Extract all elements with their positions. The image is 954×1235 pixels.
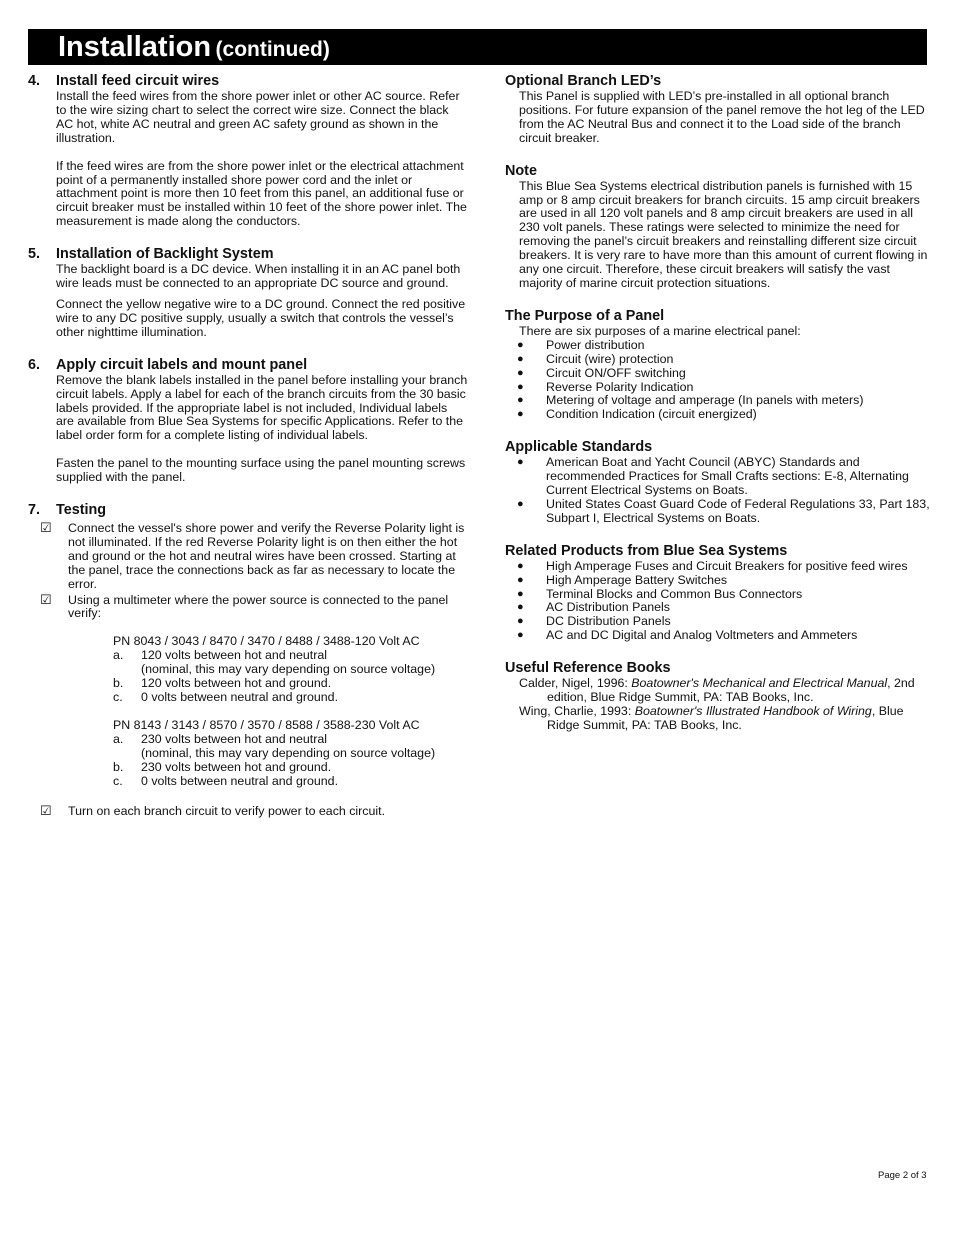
pn-heading: PN 8043 / 3043 / 8470 / 3470 / 8488 / 3488-120 Volt AC [113,634,420,649]
paragraph: If the feed wires are from the shore power inlet or the electrical attachment point of a permanently installed shore power cord and the inlet or attachment point is more then 10 feet from this panel, an additional fuse or circuit breaker must be installed within 10 feet of the shore power inlet. The measurement is made along the conductors. [56,158,467,229]
list-item-text: AC and DC Digital and Analog Voltmeters and Ammeters [546,628,858,643]
step-letter: b. [113,676,124,691]
section-heading [28,502,468,519]
list-item [505,394,930,408]
step-text: 0 volts between neutral and ground. [141,690,339,704]
page-number: Page 2 of 3 [878,1170,927,1181]
section-number: 6. [28,356,41,373]
section-heading [28,73,468,90]
section-title: Note [505,162,537,179]
step-note: (nominal, this may vary depending on source voltage) [141,662,436,677]
checklist-item [28,522,468,592]
bullet-icon: ● [517,352,524,365]
section-related-products [505,543,930,643]
list-item [505,456,930,498]
section-backlight [28,246,468,340]
section-standards [505,439,930,526]
paragraph: This Panel is supplied with LED’s pre-installed in all optional branch positions. For future expansion of the panel remove the hot leg of the LED from the AC Neutral Bus and connect it to the Load side of the branch circuit breaker. [519,89,925,145]
title-sub: (continued) [215,38,330,61]
section-title: Installation of Backlight System [56,246,274,263]
list-item [505,367,930,381]
bullet-icon: ● [517,497,524,510]
list-item-text: American Boat and Yacht Council (ABYC) Standards and recommended Practices for Small Crafts sections: E-8, Alternating Current Electrical Systems on Boats. [546,455,909,498]
section-reference-books [505,660,930,733]
checkbox-icon: ☑ [40,591,52,607]
page-header [28,29,927,65]
step-text: 230 volts between hot and neutral [141,731,327,746]
bullet-icon: ● [517,408,524,421]
test-step [28,649,468,677]
right-column [505,73,930,733]
step-letter: a. [113,648,124,663]
title-main: Installation [58,31,212,63]
step-text: 230 volts between hot and ground. [141,759,332,774]
reference-publisher: , 2nd edition, Blue Ridge Summit, PA: TAB Books, Inc. [547,676,915,705]
checklist-text: Using a multimeter where the power source is connected to the panel verify: [68,592,449,621]
paragraph: Fasten the panel to the mounting surface using the panel mounting screws supplied with the panel. [56,456,466,485]
left-column [28,73,468,819]
list-item [505,574,930,588]
section-optional-led [505,73,930,146]
reference-publisher: , Blue Ridge Summit, PA: TAB Books, Inc. [547,704,904,732]
list-item [505,339,930,353]
bullet-icon: ● [517,456,524,469]
list-item [505,353,930,367]
list-item-text: Metering of voltage and amperage (In panels with meters) [546,393,864,408]
section-labels [28,357,468,485]
bullet-icon: ● [517,615,524,628]
list-item-text: DC Distribution Panels [546,614,671,629]
section-install-feed [28,73,468,229]
list-item [505,629,930,643]
section-title: The Purpose of a Panel [505,307,665,324]
list-item-text: Condition Indication (circuit energized) [546,407,757,422]
page-title [58,29,330,70]
section-heading [28,357,468,374]
pn-heading: PN 8143 / 3143 / 8570 / 3570 / 8588 / 3588-230 Volt AC [113,717,420,732]
reference-entry [505,677,930,705]
list-item-text: AC Distribution Panels [546,600,670,615]
step-letter: c. [113,690,123,704]
list-item-text: United States Coast Guard Code of Federal Regulations 33, Part 183, Subpart I, Electrical Systems on Boats. [546,496,930,525]
checklist-text: Connect the vessel's shore power and verify the Reverse Polarity light is not illuminated. If the red Reverse Polarity light is on then either the hot and ground or the hot and neutral wires have been crossed. Starting at the panel, trace the connections back as far as necessary to locate the error. [68,521,465,591]
test-step [28,761,468,775]
paragraph: Remove the blank labels installed in the panel before installing your branch circuit labels. Apply a label for each of the branch circuits from the 30 basic labels provided. If the appropriate label is not included, Individual labels are available from Blue Sea Systems for specific Applications. Refer to the label order form for a complete listing of individual labels. [56,372,468,443]
list-item [505,498,930,526]
paragraph: Install the feed wires from the shore power inlet or other AC source. Refer to the wire sizing chart to select the correct wire size. Connect the black AC hot, white AC neutral and green AC safety ground as shown in the illustration. [56,89,460,145]
test-step [28,775,468,789]
list-item-text: High Amperage Battery Switches [546,572,728,587]
bullet-icon: ● [517,559,524,572]
bullet-icon: ● [517,587,524,600]
reference-title: Boatowner's Illustrated Handbook of Wiring [634,704,872,718]
section-title: Testing [56,502,107,519]
section-note [505,163,930,291]
section-heading [28,246,468,263]
list-item-text: Reverse Polarity Indication [546,379,694,394]
step-text: 120 volts between hot and neutral [141,648,327,663]
reference-entry [505,705,930,733]
section-testing [28,502,468,819]
checkbox-icon: ☑ [40,520,52,536]
test-step [28,733,468,761]
list-item [505,588,930,602]
bullet-icon: ● [517,629,524,642]
bullet-icon: ● [517,573,524,586]
test-step [28,677,468,691]
list-item-text: Power distribution [546,337,645,352]
checklist-text: Turn on each branch circuit to verify power to each circuit. [68,804,386,819]
section-title: Applicable Standards [505,439,653,456]
checklist-item [28,805,468,819]
section-number: 7. [28,502,41,519]
bullet-icon: ● [517,394,524,407]
list-item-text: Terminal Blocks and Common Bus Connectors [546,586,803,601]
step-text: 0 volts between neutral and ground. [141,773,339,788]
bullet-icon: ● [517,380,524,393]
paragraph: There are six purposes of a marine electrical panel: [519,323,801,338]
bullet-icon: ● [517,338,524,351]
section-title: Useful Reference Books [505,660,671,677]
list-item-text: High Amperage Fuses and Circuit Breakers for positive feed wires [546,558,908,573]
list-item [505,601,930,615]
list-item [505,381,930,395]
step-letter: b. [113,759,124,774]
step-text: 120 volts between hot and ground. [141,676,332,691]
step-letter: c. [113,773,123,788]
bullet-icon: ● [517,366,524,379]
section-title: Apply circuit labels and mount panel [56,356,308,373]
list-item [505,408,930,422]
checklist-item [28,591,468,622]
list-item-text: Circuit (wire) protection [546,351,674,366]
test-step [28,691,468,705]
checkbox-icon: ☑ [40,803,52,819]
reference-author: Wing, Charlie, 1993: [519,704,635,718]
reference-author: Calder, Nigel, 1996: [519,676,632,691]
bullet-icon: ● [517,601,524,614]
list-item-text: Circuit ON/OFF switching [546,365,686,380]
paragraph: The backlight board is a DC device. When installing it in an AC panel both wire leads must be connected to an appropriate DC source and ground. [56,262,461,291]
paragraph: This Blue Sea Systems electrical distribution panels is furnished with 15 amp or 8 amp circuit breakers for branch circuits. 15 amp circuit breakers are used in all 120 volt panels and 8 amp circuit breakers are used in all 230 volt panels. These ratings were selected to minimize the need for removing the panel’s circuit breakers and reinstalling different size circuit breakers. It is very rare to have more than this amount of current flowing in any one circuit. Therefore, these circuit breakers will satisfy the vast majority of marine circuit protection situations. [519,178,928,290]
list-item [505,560,930,574]
section-purpose [505,308,930,422]
step-note: (nominal, this may vary depending on source voltage) [141,745,436,760]
reference-title: Boatowner's Mechanical and Electrical Manual [631,676,888,691]
list-item [505,615,930,629]
section-title: Install feed circuit wires [56,73,220,89]
section-title: Related Products from Blue Sea Systems [505,542,788,559]
paragraph: Connect the yellow negative wire to a DC ground. Connect the red positive wire to any DC positive supply, usually a switch that controls the vessel’s other nighttime illumination. [56,296,466,339]
section-number: 4. [28,73,41,89]
section-title: Optional Branch LED’s [505,73,662,89]
section-number: 5. [28,246,41,263]
step-letter: a. [113,731,124,746]
